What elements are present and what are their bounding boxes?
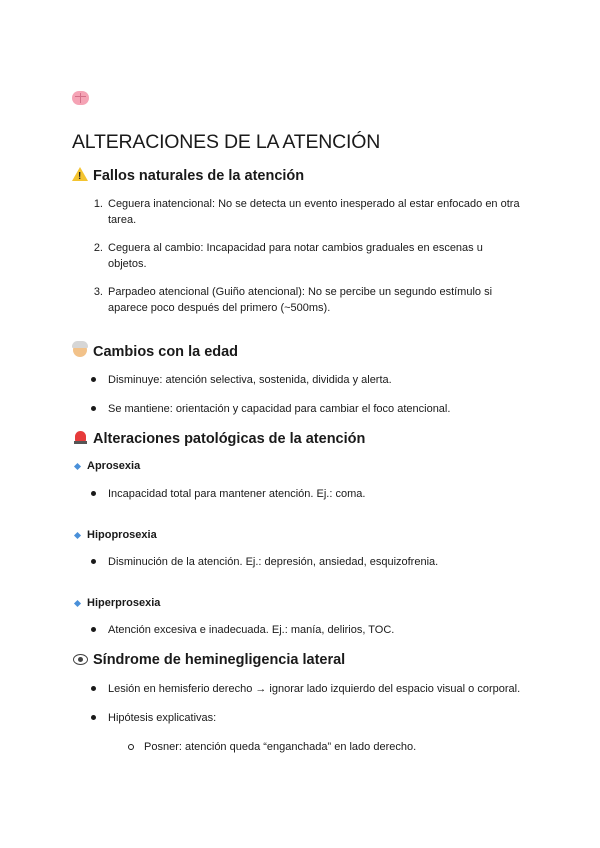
subheading-hiperprosexia: Hiperprosexia [74,597,160,609]
bullet [91,406,96,411]
list-item: Disminuye: atención selectiva, sostenida, dividida y alerta. [108,372,548,388]
list-item: 2. Ceguera al cambio: Incapacidad para notar cambios graduales en escenas u objetos. [93,242,483,270]
bullet [91,491,96,496]
subheading-hipoprosexia: Hipoprosexia [74,529,157,541]
list-item: Atención excesiva e inadecuada. Ej.: manía, delirios, TOC. [108,622,548,638]
section-heading-edad [72,343,238,360]
diamond-icon [74,531,81,538]
list-item: Incapacidad total para mantener atención. Ej.: coma. [108,486,548,502]
bullet [91,559,96,564]
page-title: ALTERACIONES DE LA ATENCIÓN [72,131,381,153]
hollow-bullet [128,744,134,750]
list-item: Lesión en hemisferio derecho → ignorar lado izquierdo del espacio visual o corporal. [108,681,558,697]
diamond-icon [74,462,81,469]
bullet [91,686,96,691]
older-person-icon [72,343,88,360]
section-heading-fallos [72,167,304,184]
section-heading-text: Síndrome de heminegligencia lateral [93,652,346,668]
section-heading-text: Cambios con la edad [93,343,239,360]
bullet [91,377,96,382]
subheading-aprosexia: Aprosexia [74,460,140,472]
siren-icon [72,430,88,447]
eye-icon [72,652,88,668]
bullet [91,715,96,720]
list-item: Disminución de la atención. Ej.: depresión, ansiedad, esquizofrenia. [108,554,548,570]
warning-icon [72,167,88,184]
list-item: Hipótesis explicativas: [108,710,548,726]
section-heading-heminegligencia [72,652,345,668]
list-item: 3. Parpadeo atencional (Guiño atencional): No se percibe un segundo estímulo si aparece poco después del primero (~500ms). [93,286,493,314]
section-heading-text: Fallos naturales de la atención [93,167,305,184]
brain-icon [72,90,89,110]
sub-list-item: Posner: atención queda “enganchada” en lado derecho. [144,739,544,755]
diamond-icon [74,599,81,606]
list-item: 1. Ceguera inatencional: No se detecta un evento inesperado al estar enfocado en otra tarea. [93,198,520,226]
section-heading-patologicas [72,430,365,447]
section-heading-text: Alteraciones patológicas de la atención [93,430,366,447]
list-item: Se mantiene: orientación y capacidad para cambiar el foco atencional. [108,401,548,417]
bullet [91,627,96,632]
